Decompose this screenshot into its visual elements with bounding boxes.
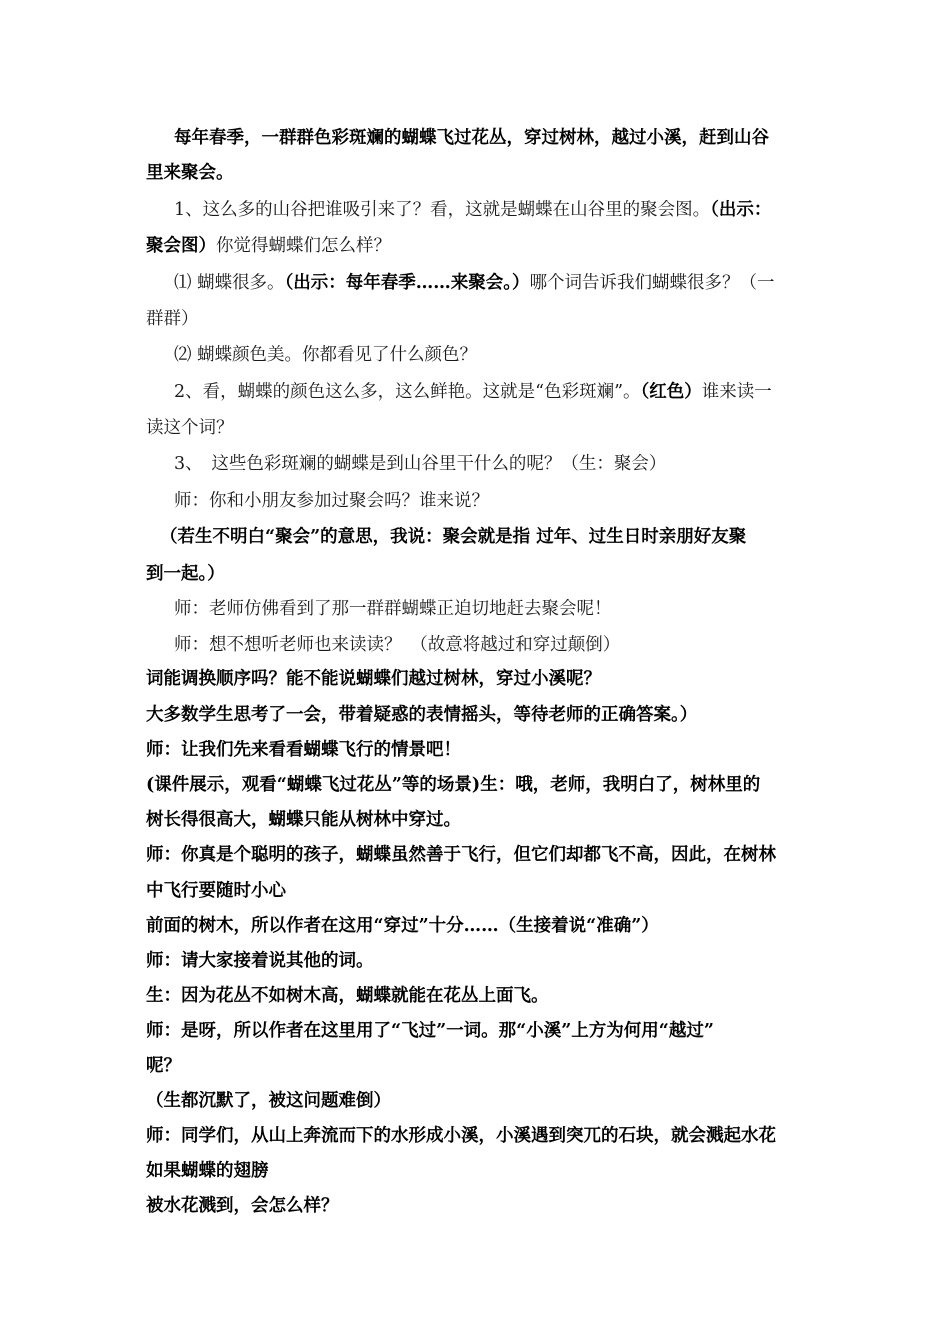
body-line-4: (课件展示，观看“蝴蝶飞过花丛”等的场景)生：哦，老师，我明白了，树林里的 [146, 775, 761, 795]
question-3-line: 3、 这些色彩斑斓的蝴蝶是到山谷里干什么的呢？（生：聚会） [174, 454, 667, 474]
question-2-text: 2、看，蝴蝶的颜色这么多，这么鲜艳。这就是“色彩斑斓”。 [174, 382, 641, 402]
body-line-8: 前面的树木，所以作者在这用“穿过”十分……（生接着说“准确”） [146, 916, 659, 936]
body-line-5: 树长得很高大，蝴蝶只能从树林中穿过。 [146, 810, 461, 830]
teacher-line-1: 师：你和小朋友参加过聚会吗？谁来说？ [174, 491, 489, 511]
body-line-10: 生：因为花丛不如树木高，蝴蝶就能在花丛上面飞。 [146, 986, 549, 1006]
show-label: （出示： [710, 200, 772, 220]
body-line-15: 如果蝴蝶的翅膀 [146, 1161, 269, 1181]
question-2-line-2: 读这个词？ [146, 418, 234, 438]
item-1-line-2: 群群） [146, 309, 199, 329]
note-line-2: 到一起。） [146, 564, 225, 584]
paragraph-intro-line-1: 每年春季，一群群色彩斑斓的蝴蝶飞过花丛，穿过树林，越过小溪，赶到山谷 [174, 128, 769, 148]
question-1-line-2 [146, 234, 816, 258]
body-line-2: 大多数学生思考了一会，带着疑惑的表情摇头，等待老师的正确答案。） [146, 705, 698, 725]
body-line-6: 师：你真是个聪明的孩子，蝴蝶虽然善于飞行，但它们却都飞不高，因此，在树林 [146, 845, 776, 865]
item-1-line-1 [174, 271, 844, 295]
teacher-line-2: 师：老师仿佛看到了那一群群蝴蝶正迫切地赶去聚会呢！ [174, 599, 612, 619]
question-2-tail: 谁来读一 [701, 382, 772, 402]
body-line-1: 词能调换顺序吗？能不能说蝴蝶们越过树林，穿过小溪呢？ [146, 669, 601, 689]
body-line-3: 师：让我们先来看看蝴蝶飞行的情景吧！ [146, 740, 461, 760]
question-1-line-1 [174, 198, 844, 222]
item-1-show: （出示：每年春季……来聚会。） [284, 273, 530, 293]
body-line-12: 呢？ [146, 1056, 181, 1076]
body-line-11: 师：是呀，所以作者在这里用了“飞过”一词。那“小溪”上方为何用“越过” [146, 1021, 714, 1041]
body-line-14: 师：同学们，从山上奔流而下的水形成小溪，小溪遇到突兀的石块，就会溅起水花 [146, 1126, 776, 1146]
body-line-9: 师：请大家接着说其他的词。 [146, 951, 374, 971]
show-label-end: 聚会图） [146, 236, 216, 256]
body-line-16: 被水花溅到，会怎么样？ [146, 1196, 339, 1216]
question-1-followup: 你觉得蝴蝶们怎么样？ [216, 236, 391, 256]
question-1-text: 1、这么多的山谷把谁吸引来了？看，这就是蝴蝶在山谷里的聚会图。 [174, 200, 711, 220]
red-color-label: （红色） [640, 382, 702, 402]
item-2-line: ⑵ 蝴蝶颜色美。你都看见了什么颜色？ [174, 345, 478, 365]
paragraph-intro-line-2: 里来聚会。 [146, 163, 234, 183]
note-line-1: （若生不明白“聚会”的意思，我说：聚会就是指 过年、过生日时亲朋好友聚 [160, 527, 747, 547]
item-1-text: ⑴ 蝴蝶很多。 [174, 273, 285, 293]
item-1-question: 哪个词告诉我们蝴蝶很多？（一 [529, 273, 775, 293]
question-2-line-1 [174, 380, 844, 404]
teacher-line-3: 师：想不想听老师也来读读？ （故意将越过和穿过颠倒） [174, 635, 621, 655]
body-line-7: 中飞行要随时小心 [146, 881, 286, 901]
body-line-13: （生都沉默了，被这问题难倒） [146, 1091, 391, 1111]
